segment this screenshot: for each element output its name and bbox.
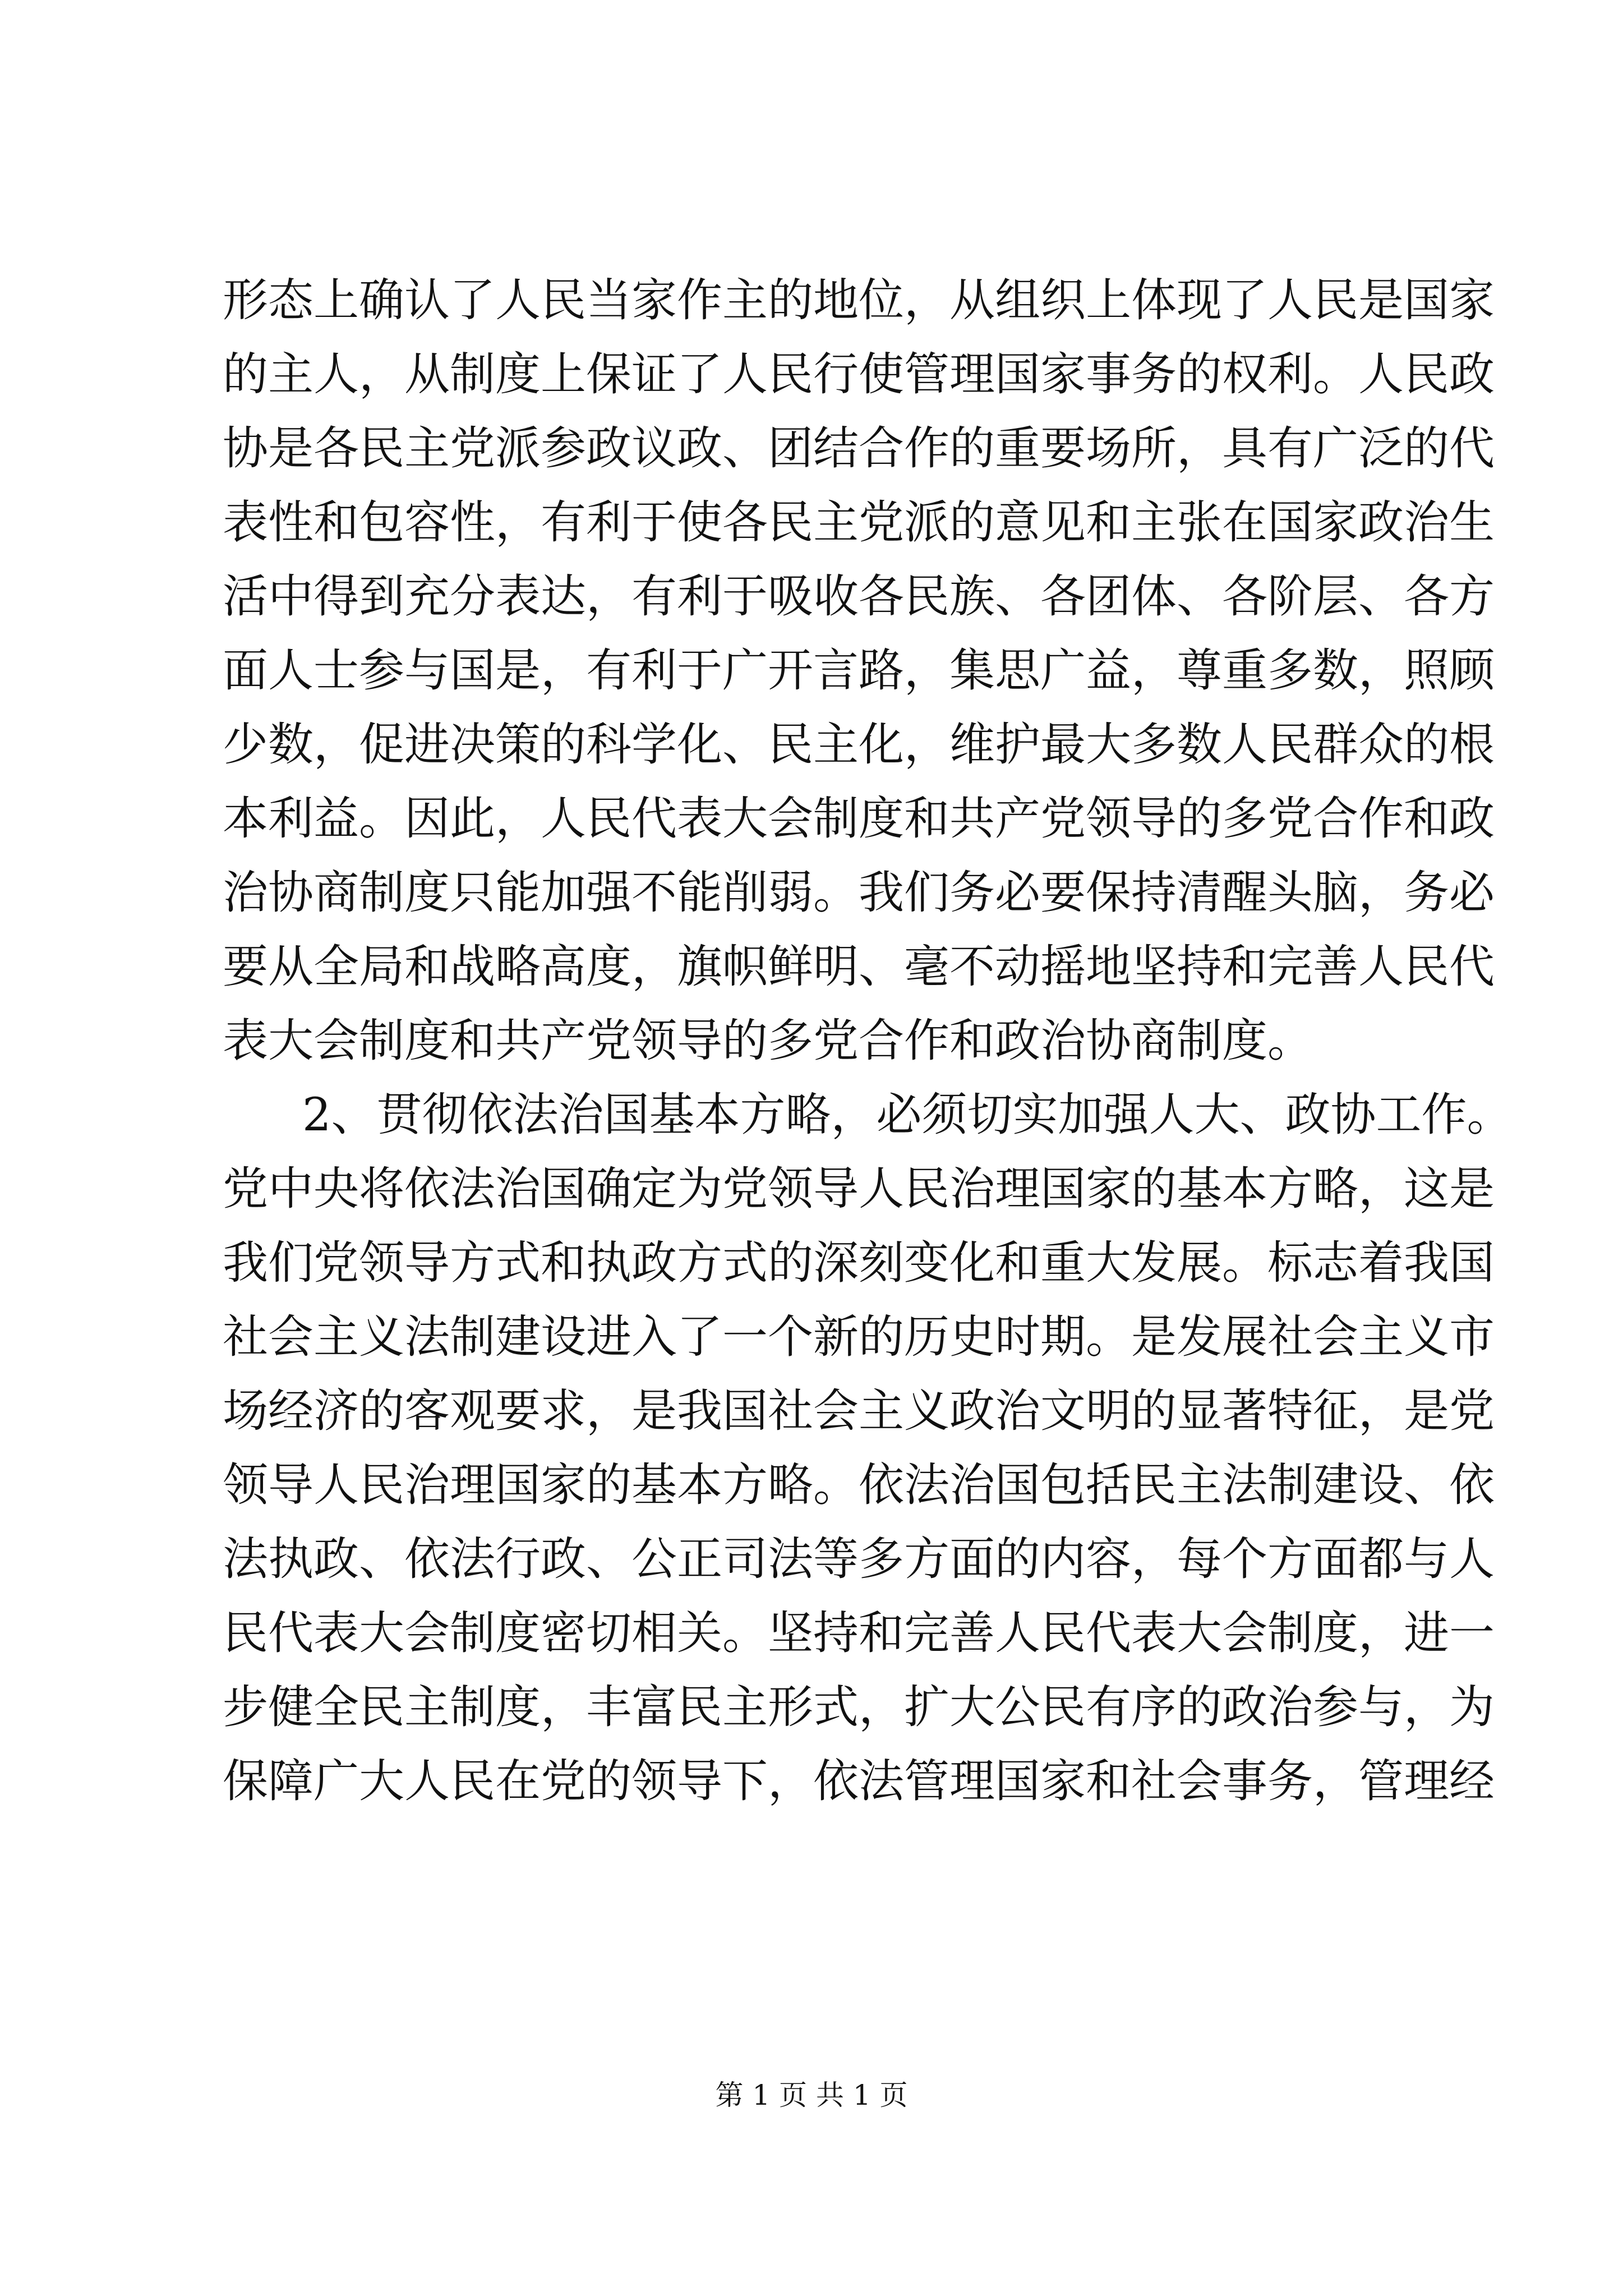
text-line: 民代表大会制度密切相关。坚持和完善人民代表大会制度，进一 [223,1607,1495,1660]
text-line: 少数，促进决策的科学化、民主化，维护最大多数人民群众的根 [223,719,1495,771]
text-line: 我们党领导方式和执政方式的深刻变化和重大发展。标志着我国 [223,1237,1495,1290]
text-line: 面人士参与国是，有利于广开言路，集思广益，尊重多数，照顾 [223,645,1495,697]
text-line: 的主人，从制度上保证了人民行使管理国家事务的权利。人民政 [223,348,1495,401]
text-line: 要从全局和战略高度，旗帜鲜明、毫不动摇地坚持和完善人民代 [223,941,1495,993]
page-number: 第 1 页 共 1 页 [715,2079,908,2111]
text-line: 党中央将依法治国确定为党领导人民治理国家的基本方略，这是 [223,1163,1495,1216]
text-line: 本利益。因此，人民代表大会制度和共产党领导的多党合作和政 [223,793,1495,845]
text-line: 领导人民治理国家的基本方略。依法治国包括民主法制建设、依 [223,1459,1495,1512]
page-footer [0,2076,1623,2115]
text-line: 场经济的客观要求，是我国社会主义政治文明的显著特征，是党 [223,1385,1495,1438]
text-line: 活中得到充分表达，有利于吸收各民族、各团体、各阶层、各方 [223,570,1495,623]
document-body [223,264,1513,1819]
text-line: 形态上确认了人民当家作主的地位，从组织上体现了人民是国家 [223,274,1495,327]
text-line: 协是各民主党派参政议政、团结合作的重要场所，具有广泛的代 [223,422,1495,475]
text-line: 表大会制度和共产党领导的多党合作和政治协商制度。 [223,1015,1313,1068]
text-line: 治协商制度只能加强不能削弱。我们务必要保持清醒头脑，务必 [223,867,1495,919]
text-line: 社会主义法制建设进入了一个新的历史时期。是发展社会主义市 [223,1311,1495,1364]
text-line: 保障广大人民在党的领导下，依法管理国家和社会事务，管理经 [223,1755,1495,1808]
text-line: 步健全民主制度，丰富民主形式，扩大公民有序的政治参与，为 [223,1681,1495,1734]
section-heading-line: 2、贯彻依法治国基本方略，必须切实加强人大、政协工作。 [302,1089,1513,1142]
text-line: 法执政、依法行政、公正司法等多方面的内容，每个方面都与人 [223,1533,1495,1586]
text-line: 表性和包容性，有利于使各民主党派的意见和主张在国家政治生 [223,496,1495,549]
